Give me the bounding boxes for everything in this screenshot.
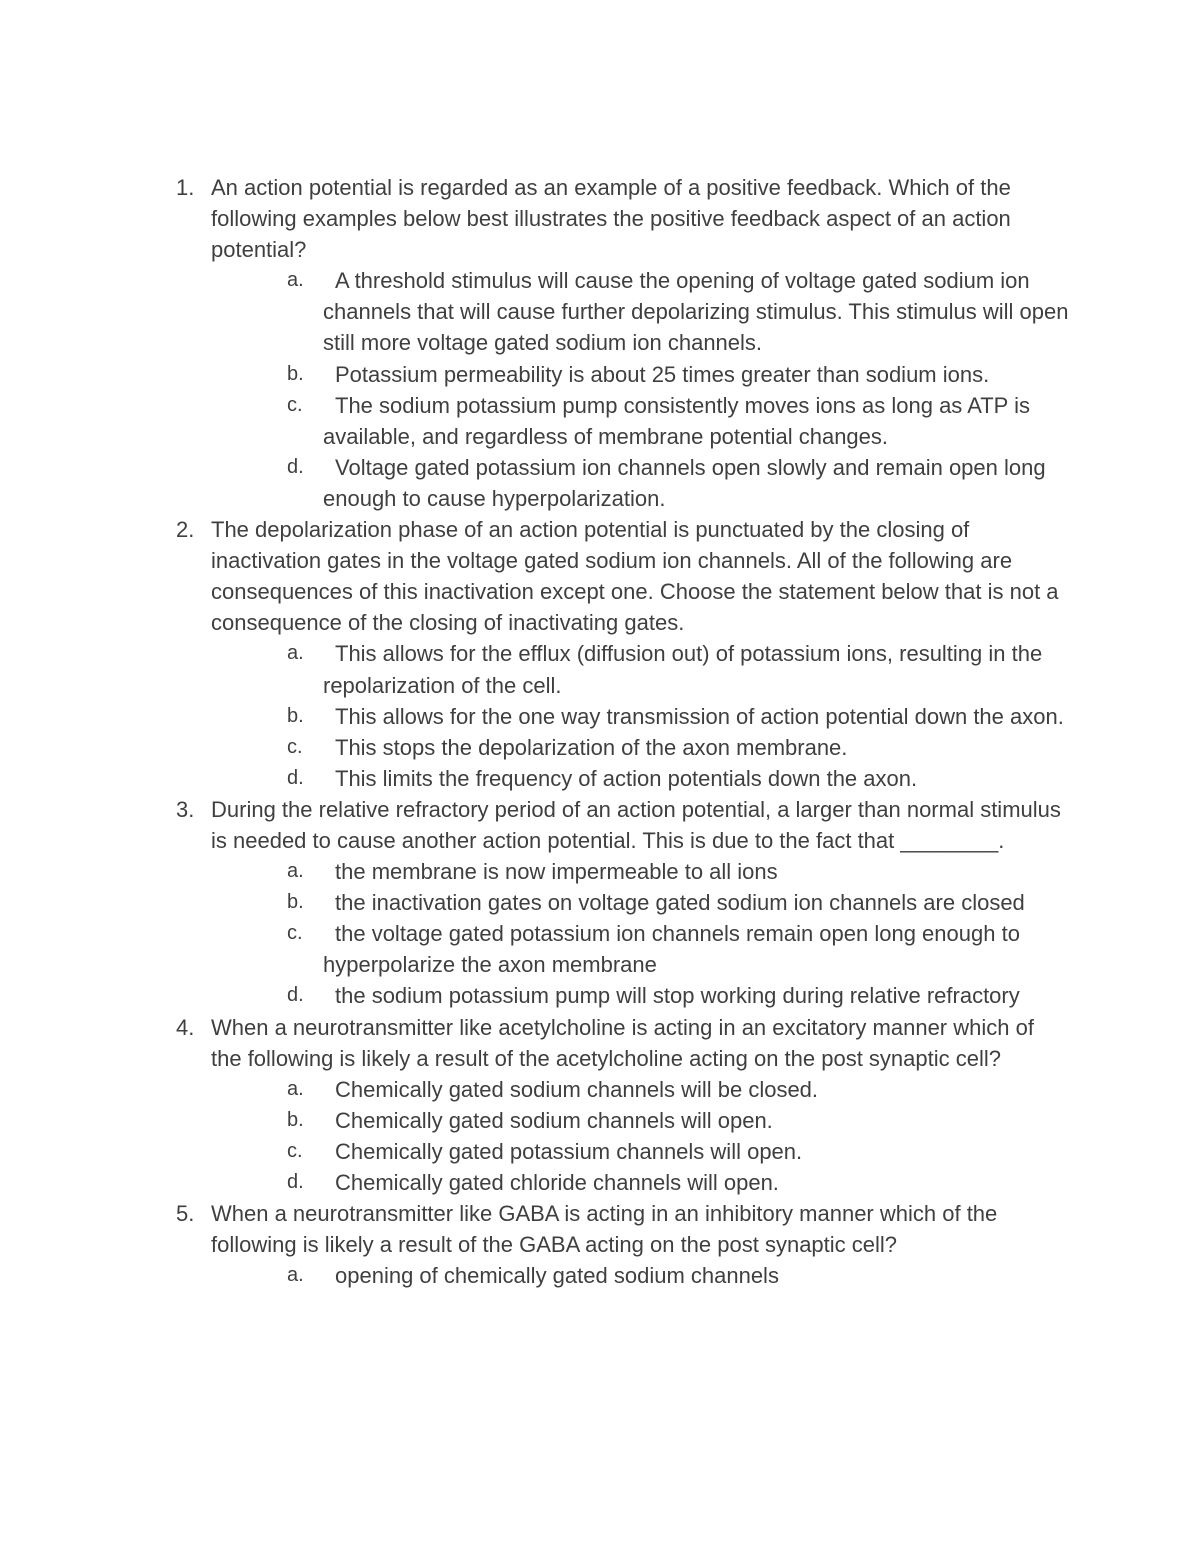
option-3b [211,887,1070,918]
option-5a [211,1260,1070,1291]
option-letter: b. [287,891,304,914]
question-5 [170,1198,1070,1291]
option-2b [211,701,1070,732]
option-4b [211,1105,1070,1136]
option-3d [211,980,1070,1011]
question-2 [170,514,1070,794]
question-3 [170,794,1070,1012]
option-list [211,638,1070,793]
option-2a [211,638,1070,700]
question-1 [170,172,1070,514]
option-letter: c. [287,922,303,945]
option-text: opening of chemically gated sodium channels [335,1263,779,1289]
question-number: 1. [176,175,195,200]
option-text: Chemically gated chloride channels will open. [335,1170,779,1195]
option-1b [211,359,1070,390]
option-letter: d. [287,984,304,1007]
option-letter: a. [287,642,304,665]
option-1a [211,265,1070,358]
option-letter: b. [287,704,304,727]
option-text: Voltage gated potassium ion channels open slowly and remain open long enough to cause hyperpolarization. [323,454,1046,511]
option-text: This limits the frequency of action potentials down the axon. [335,765,918,791]
option-letter: a. [287,269,304,292]
question-number: 3. [176,796,195,822]
question-list [170,172,1070,1291]
option-4c [211,1136,1070,1167]
option-letter: b. [287,1108,304,1131]
option-text: This allows for the one way transmission of action potential down the axon. [335,703,1064,729]
option-letter: a. [287,1077,304,1100]
option-letter: c. [287,1139,303,1162]
option-letter: d. [287,455,304,478]
question-text: During the relative refractory period of an action potential, a larger than normal stimulus is needed to cause another action potential. This is due to the fact that ________. [211,796,1061,853]
option-text: the voltage gated potassium ion channels remain open long enough to hyperpolarize the axon membrane [323,921,1020,978]
option-text: Chemically gated sodium channels will be closed. [335,1076,819,1102]
option-2c [211,732,1070,763]
option-1c [211,390,1070,452]
option-4d [211,1167,1070,1198]
option-text: Chemically gated potassium channels will open. [335,1138,803,1164]
option-text: This stops the depolarization of the axon membrane. [335,734,848,760]
question-text: An action potential is regarded as an example of a positive feedback. Which of the following examples below best illustrates the positive feedback aspect of an action potential? [211,175,1011,263]
option-letter: c. [287,393,303,416]
option-text: Chemically gated sodium channels will open. [335,1107,773,1133]
option-letter: b. [287,362,304,385]
option-letter: d. [287,766,304,789]
question-number: 4. [176,1014,195,1040]
option-list [211,1074,1070,1198]
question-number: 5. [176,1201,195,1227]
option-text: the sodium potassium pump will stop working during relative refractory [335,983,1020,1009]
question-text: The depolarization phase of an action potential is punctuated by the closing of inactivation gates in the voltage gated sodium ion channels. All of the following are consequences of this inactivation except one. Choose the statement below that is not a consequence of the closing of inactivating gates. [211,517,1059,636]
option-letter: a. [287,1264,304,1287]
option-text: The sodium potassium pump consistently moves ions as long as ATP is available, and regardless of membrane potential changes. [323,392,1030,449]
option-letter: d. [287,1171,304,1193]
option-list [211,265,1070,514]
option-2d [211,763,1070,794]
option-letter: a. [287,860,304,883]
option-letter: c. [287,735,303,758]
option-4a [211,1074,1070,1105]
option-text: the membrane is now impermeable to all ions [335,859,778,885]
option-1d [211,452,1070,514]
option-text: the inactivation gates on voltage gated sodium ion channels are closed [335,890,1025,916]
question-4 [170,1012,1070,1199]
question-text: When a neurotransmitter like GABA is acting in an inhibitory manner which of the following is likely a result of the GABA acting on the post synaptic cell? [211,1201,998,1258]
option-text: This allows for the efflux (diffusion out) of potassium ions, resulting in the repolarization of the cell. [323,641,1043,698]
question-text: When a neurotransmitter like acetylcholine is acting in an excitatory manner which of the following is likely a result of the acetylcholine acting on the post synaptic cell? [211,1014,1034,1071]
option-list [211,856,1070,1011]
option-3c [211,918,1070,980]
option-list [211,1260,1070,1291]
option-text: A threshold stimulus will cause the opening of voltage gated sodium ion channels that will cause further depolarizing stimulus. This stimulus will open still more voltage gated sodium ion channels. [323,268,1069,356]
question-number: 2. [176,517,195,543]
option-text: Potassium permeability is about 25 times greater than sodium ions. [335,361,990,387]
option-3a [211,856,1070,887]
